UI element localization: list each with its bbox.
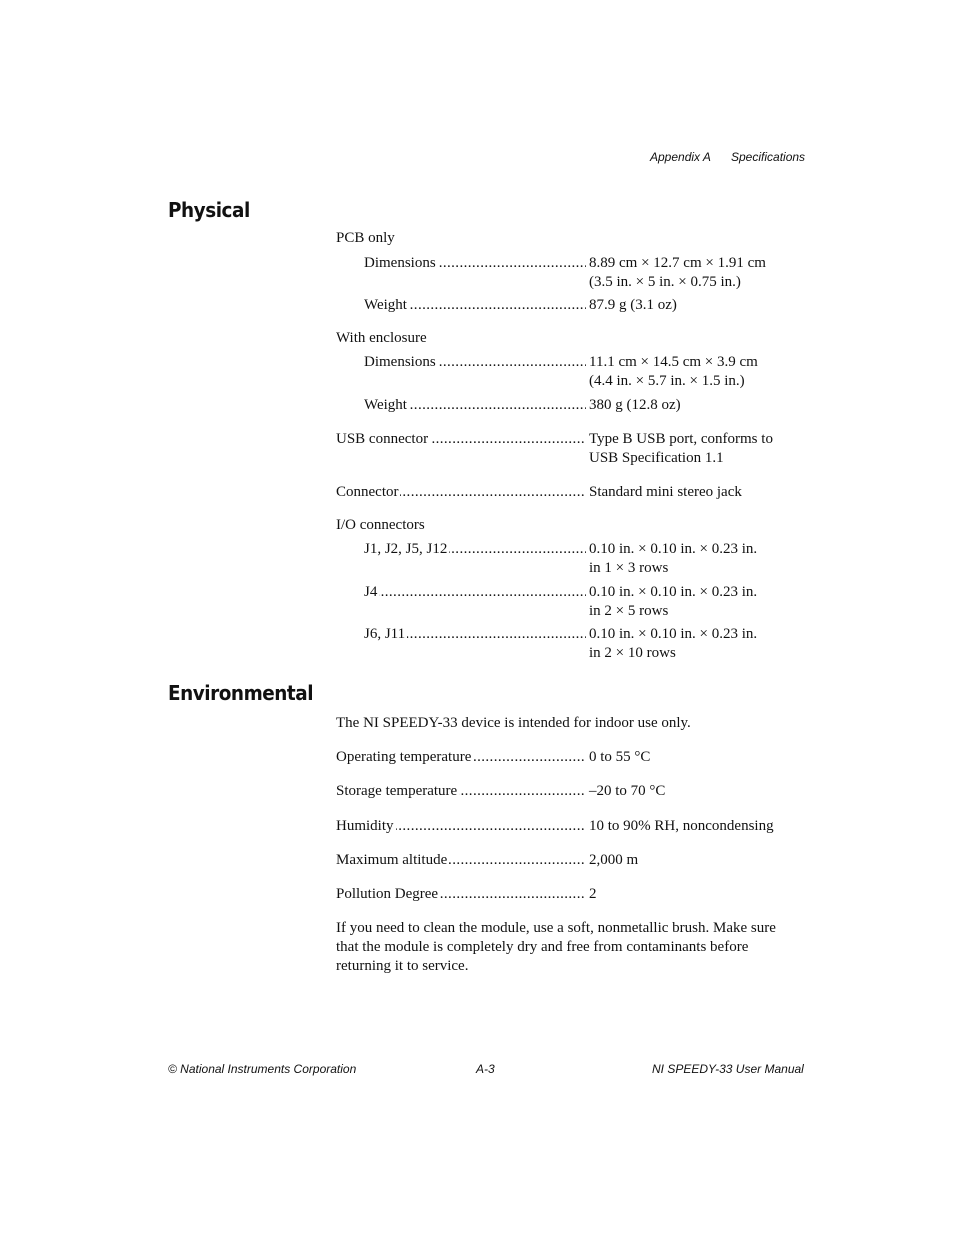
io-j4-value-2: in 2 × 5 rows xyxy=(589,603,669,619)
cleaning-paragraph xyxy=(336,919,806,976)
io-j6-label: J6, J11 xyxy=(364,626,406,642)
footer-manual-title: NI SPEEDY-33 User Manual xyxy=(652,1062,804,1076)
cleaning-line-1: If you need to clean the module, use a soft, nonmetallic brush. Make sure xyxy=(336,920,776,936)
io-j6-value-1: 0.10 in. × 0.10 in. × 0.23 in. xyxy=(589,626,758,642)
pcb-dimensions-label: Dimensions xyxy=(364,255,436,271)
pcb-dimensions-value-2: (3.5 in. × 5 in. × 0.75 in.) xyxy=(589,274,741,290)
humidity-label: Humidity xyxy=(336,818,394,834)
storage-temp-label: Storage temperature xyxy=(336,783,458,799)
io-j4-label: J4 xyxy=(364,584,378,600)
humidity-value: 10 to 90% RH, noncondensing xyxy=(589,818,774,834)
pcb-weight-label: Weight xyxy=(364,297,407,313)
usb-value-1: Type B USB port, conforms to xyxy=(589,431,773,447)
altitude-value: 2,000 m xyxy=(589,852,639,868)
footer-page-number: A-3 xyxy=(476,1062,495,1076)
usb-value-2: USB Specification 1.1 xyxy=(589,450,724,466)
header-appendix: Appendix A xyxy=(650,150,711,164)
connector-label: Connector xyxy=(336,484,399,500)
io-j1-value-2: in 1 × 3 rows xyxy=(589,560,669,576)
pollution-value: 2 xyxy=(589,886,597,902)
op-temp-value: 0 to 55 °C xyxy=(589,749,651,765)
header-section: Specifications xyxy=(731,150,806,164)
footer-copyright: © National Instruments Corporation xyxy=(168,1062,357,1076)
enclosure-dimensions-value-2: (4.4 in. × 5.7 in. × 1.5 in.) xyxy=(589,373,745,389)
enclosure-dimensions-label: Dimensions xyxy=(364,354,436,370)
enclosure-dimensions-value-1: 11.1 cm × 14.5 cm × 3.9 cm xyxy=(589,354,758,370)
op-temp-label: Operating temperature xyxy=(336,749,472,765)
io-j4-value-1: 0.10 in. × 0.10 in. × 0.23 in. xyxy=(589,584,758,600)
pcb-weight-value: 87.9 g (3.1 oz) xyxy=(589,297,677,313)
usb-label: USB connector xyxy=(336,431,429,447)
enclosure-weight-value: 380 g (12.8 oz) xyxy=(589,397,681,413)
enclosure-weight-label: Weight xyxy=(364,397,407,413)
io-connectors-label: I/O connectors xyxy=(336,517,425,533)
environmental-heading: Environmental xyxy=(168,681,314,705)
pcb-only-label: PCB only xyxy=(336,230,395,246)
with-enclosure-label: With enclosure xyxy=(336,330,427,346)
io-j6-value-2: in 2 × 10 rows xyxy=(589,645,676,661)
pollution-label: Pollution Degree xyxy=(336,886,439,902)
io-j1-value-1: 0.10 in. × 0.10 in. × 0.23 in. xyxy=(589,541,758,557)
environmental-intro: The NI SPEEDY-33 device is intended for indoor use only. xyxy=(336,715,691,731)
cleaning-line-3: returning it to service. xyxy=(336,958,469,974)
storage-temp-value: –20 to 70 °C xyxy=(589,783,666,799)
io-j1-label: J1, J2, J5, J12 xyxy=(364,541,448,557)
physical-heading: Physical xyxy=(168,198,250,222)
cleaning-line-2: that the module is completely dry and free from contaminants before xyxy=(336,939,749,955)
connector-value: Standard mini stereo jack xyxy=(589,484,742,500)
pcb-dimensions-value-1: 8.89 cm × 12.7 cm × 1.91 cm xyxy=(589,255,766,271)
altitude-label: Maximum altitude xyxy=(336,852,448,868)
